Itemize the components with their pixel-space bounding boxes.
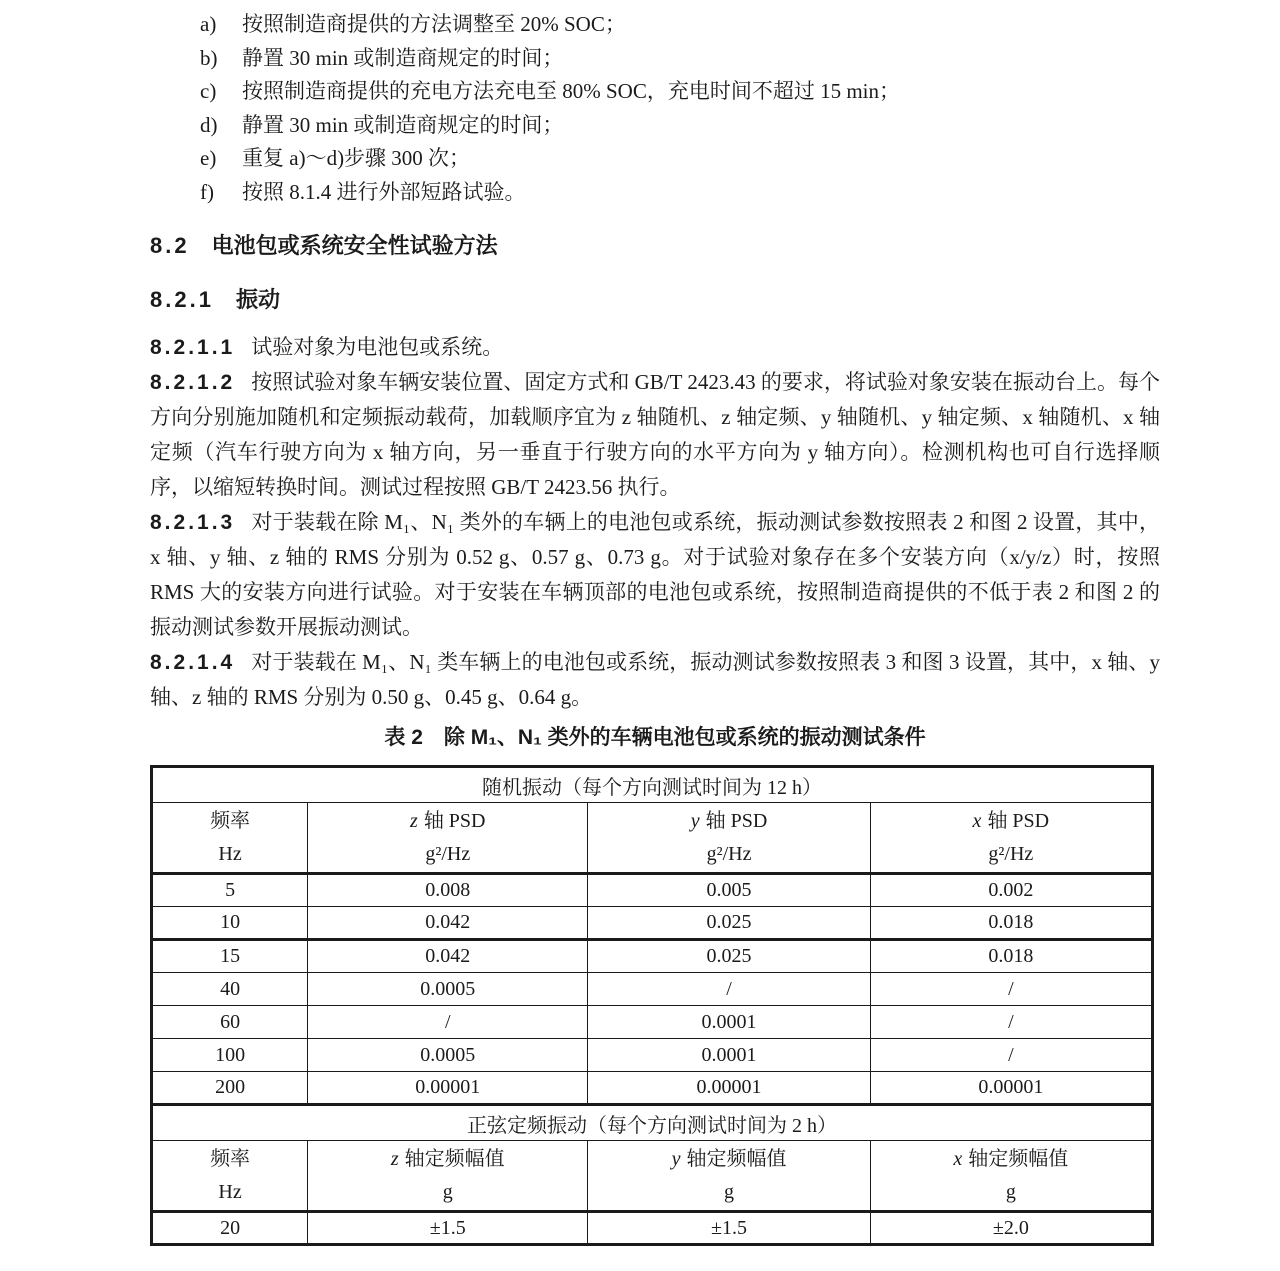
z-cell: ±1.5 (308, 1212, 588, 1245)
freq-cell: 15 (152, 940, 308, 973)
z-cell: 0.042 (308, 907, 588, 940)
table-row (152, 973, 1153, 1006)
freq-cell: 10 (152, 907, 308, 940)
list-item (200, 176, 1160, 210)
x-cell: 0.00001 (870, 1072, 1152, 1105)
axis-unit: g²/Hz (425, 842, 471, 865)
list-item-marker: c) (200, 79, 217, 103)
z-cell: / (308, 1006, 588, 1039)
x-psd-header-cell (870, 803, 1152, 874)
y-cell: 0.025 (588, 907, 870, 940)
list-item-marker: a) (200, 12, 217, 36)
random-section-title: 随机振动（每个方向测试时间为 12 h） (152, 767, 1153, 803)
x-cell: 0.002 (870, 874, 1152, 907)
axis-label: 轴定频幅值 (686, 1147, 787, 1170)
clause-text: 按照试验对象车辆安装位置、固定方式和 GB/T 2423.43 的要求，将试验对象安装在振动台上。每个方向分别施加随机和定频振动载荷，加载顺序宜为 z 轴随机、z 轴定频、y 轴随机、y 轴定频、x 轴随机、x 轴定频（汽车行驶方向为 x 轴方向，另一垂直于行驶方向的水平方向为 y 轴方向）。检测机构也可自行选择顺序，以缩短转换时间。测试过程按照 GB/T 2423.56 执行。 (150, 370, 1160, 499)
y-cell: 0.0001 (588, 1039, 870, 1072)
axis-unit: g²/Hz (988, 842, 1034, 865)
random-header-row (152, 803, 1153, 874)
section-title: 振动 (235, 287, 280, 312)
clause-block (150, 330, 1160, 715)
table-caption: 表 2 除 M₁、N₁ 类外的车辆电池包或系统的振动测试条件 (384, 726, 926, 749)
x-cell: / (870, 1006, 1152, 1039)
x-cell: ±2.0 (870, 1212, 1152, 1245)
clause-8-2-1-3 (150, 505, 1160, 645)
random-section-title-row (152, 767, 1153, 803)
axis-letter: x (953, 1147, 963, 1170)
list-item-marker: f) (200, 179, 214, 204)
section-heading-8-2 (150, 231, 1160, 261)
procedure-list (200, 8, 1160, 209)
clause-text: 对于装载在 M₁、N₁ 类车辆上的电池包或系统，振动测试参数按照表 3 和图 3 设置，其中，x 轴、y 轴、z 轴的 RMS 分别为 0.50 g、0.45 g、0.64 g。 (150, 650, 1160, 709)
axis-unit: g²/Hz (706, 842, 752, 865)
axis-label: 轴 PSD (705, 809, 768, 832)
section-title: 电池包或系统安全性试验方法 (211, 233, 498, 258)
axis-label: 轴定频幅值 (968, 1147, 1069, 1170)
x-amp-header-cell (870, 1141, 1152, 1212)
axis-unit: g (1005, 1180, 1016, 1203)
section-number: 8.2 (150, 233, 190, 258)
list-item-text: 静置 30 min 或制造商规定的时间； (242, 45, 564, 70)
freq-unit: Hz (218, 842, 242, 865)
x-cell: / (870, 973, 1152, 1006)
freq-header-cell (152, 803, 308, 874)
y-cell: 0.025 (588, 940, 870, 973)
section-heading-8-2-1 (150, 285, 1160, 315)
list-item-text: 按照制造商提供的充电方法充电至 80% SOC，充电时间不超过 15 min； (242, 79, 901, 103)
freq-header-cell (152, 1141, 308, 1212)
y-cell: 0.00001 (588, 1072, 870, 1105)
freq-cell: 200 (152, 1072, 308, 1105)
y-cell: 0.0001 (588, 1006, 870, 1039)
table-row (152, 1212, 1153, 1245)
z-amp-header-cell (308, 1141, 588, 1212)
clause-text: 试验对象为电池包或系统。 (251, 335, 504, 359)
clause-number: 8.2.1.1 (150, 336, 236, 359)
clause-8-2-1-2 (150, 365, 1160, 505)
list-item-text: 按照制造商提供的方法调整至 20% SOC； (242, 12, 626, 36)
x-cell: 0.018 (870, 907, 1152, 940)
z-cell: 0.0005 (308, 1039, 588, 1072)
y-amp-header-cell (588, 1141, 870, 1212)
table-row (152, 874, 1153, 907)
list-item (200, 75, 1160, 109)
axis-unit: g (442, 1180, 453, 1203)
y-psd-header-cell (588, 803, 870, 874)
z-cell: 0.008 (308, 874, 588, 907)
z-cell: 0.00001 (308, 1072, 588, 1105)
list-item-marker: b) (200, 45, 218, 70)
clause-text: 对于装载在除 M₁、N₁ 类外的车辆上的电池包或系统，振动测试参数按照表 2 和图 2 设置，其中，x 轴、y 轴、z 轴的 RMS 分别为 0.52 g、0.57 g、0.73 g。对于试验对象存在多个安装方向（x/y/z）时，按照 RMS 大的安装方向进行试验。对于安装在车辆顶部的电池包或系统，按照制造商提供的不低于表 2 和图 2 的振动测试参数开展振动测试。 (150, 510, 1160, 639)
freq-cell: 100 (152, 1039, 308, 1072)
clause-8-2-1-4 (150, 645, 1160, 715)
freq-unit: Hz (218, 1180, 242, 1203)
clause-8-2-1-1 (150, 330, 1160, 365)
list-item (200, 109, 1160, 143)
list-item (200, 142, 1160, 176)
axis-letter: z (390, 1147, 399, 1170)
freq-cell: 20 (152, 1212, 308, 1245)
table-row (152, 1039, 1153, 1072)
list-item-text: 按照 8.1.4 进行外部短路试验。 (242, 179, 526, 204)
z-cell: 0.042 (308, 940, 588, 973)
freq-cell: 5 (152, 874, 308, 907)
list-item-text: 重复 a)～d)步骤 300 次； (242, 146, 471, 170)
axis-label: 轴 PSD (987, 809, 1050, 832)
list-item-text: 静置 30 min 或制造商规定的时间； (242, 112, 564, 137)
table-row (152, 1072, 1153, 1105)
y-cell: / (588, 973, 870, 1006)
axis-letter: x (972, 809, 982, 832)
list-item (200, 8, 1160, 42)
sine-header-row (152, 1141, 1153, 1212)
x-cell: / (870, 1039, 1152, 1072)
section-number: 8.2.1 (150, 287, 214, 312)
table-row (152, 907, 1153, 940)
table-row (152, 1006, 1153, 1039)
clause-number: 8.2.1.4 (150, 651, 236, 674)
y-cell: 0.005 (588, 874, 870, 907)
axis-letter: z (410, 809, 418, 832)
freq-cell: 60 (152, 1006, 308, 1039)
freq-cell: 40 (152, 973, 308, 1006)
vibration-table (150, 765, 1154, 1246)
list-item-marker: d) (200, 112, 218, 137)
axis-label: 轴定频幅值 (404, 1147, 505, 1170)
sine-section-title: 正弦定频振动（每个方向测试时间为 2 h） (152, 1105, 1153, 1141)
x-cell: 0.018 (870, 940, 1152, 973)
axis-letter: y (690, 809, 700, 832)
list-item-marker: e) (200, 146, 217, 170)
z-cell: 0.0005 (308, 973, 588, 1006)
axis-letter: y (671, 1147, 681, 1170)
table-row (152, 940, 1153, 973)
freq-label: 频率 (210, 809, 251, 832)
axis-label: 轴 PSD (423, 809, 486, 832)
list-item (200, 42, 1160, 76)
sine-section-title-row (152, 1105, 1153, 1141)
z-psd-header-cell (308, 803, 588, 874)
clause-number: 8.2.1.3 (150, 511, 236, 534)
clause-number: 8.2.1.2 (150, 371, 236, 394)
axis-unit: g (724, 1180, 735, 1203)
freq-label: 频率 (210, 1147, 251, 1170)
y-cell: ±1.5 (588, 1212, 870, 1245)
